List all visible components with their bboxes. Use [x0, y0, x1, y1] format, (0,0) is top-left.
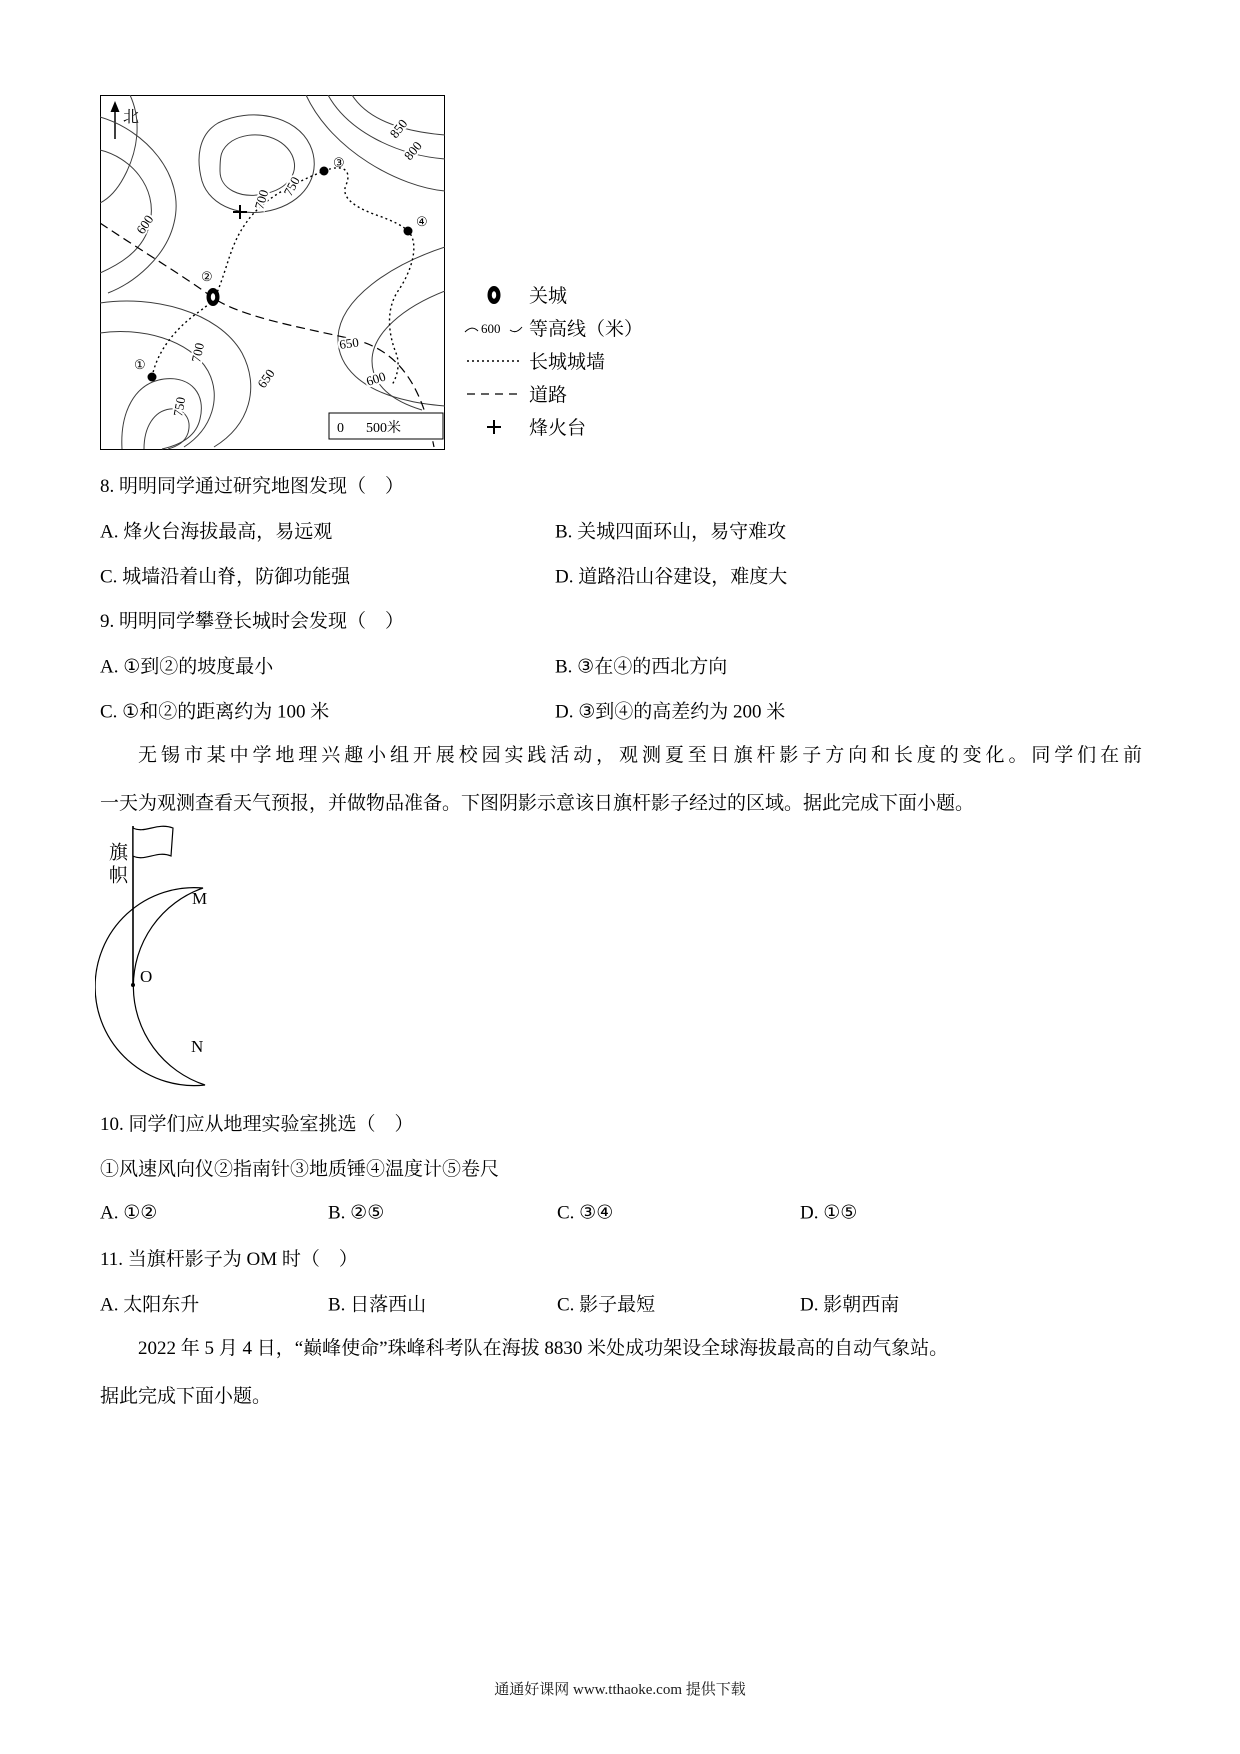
question-10-option-d: D. ①⑤ — [800, 1202, 858, 1223]
point-n-label: N — [191, 1037, 204, 1056]
road-dashed-symbol-icon — [463, 389, 525, 399]
shadow-crescent — [95, 888, 208, 1086]
question-8-options-row-2 — [100, 552, 1142, 597]
everest-paragraph-line-2: 据此完成下面小题。 — [100, 1386, 272, 1407]
question-8-option-c: C. 城墙沿着山脊，防御功能强 — [100, 566, 351, 587]
everest-paragraph-line-1: 2022 年 5 月 4 日，“巅峰使命”珠峰科考队在海拔 8830 米处成功架设全球海拔最高的自动气象站。 — [138, 1338, 949, 1359]
legend-label: 烽火台 — [529, 418, 587, 439]
question-11-option-b: B. 日落西山 — [328, 1294, 427, 1315]
legend-item-wall — [463, 344, 643, 377]
question-9-option-b: B. ③在④的西北方向 — [555, 656, 728, 677]
question-11-option-c: C. 影子最短 — [557, 1294, 656, 1315]
question-11-stem: 11. 当旗杆影子为 OM 时（ ） — [100, 1249, 358, 1270]
beacon-plus-symbol-icon — [463, 417, 525, 437]
question-9-option-d: D. ③到④的高差约为 200 米 — [555, 701, 786, 722]
question-11-options-row — [100, 1280, 1142, 1325]
legend-label: 关城 — [529, 286, 568, 307]
question-10-stem: 10. 同学们应从地理实验室挑选（ ） — [100, 1114, 414, 1135]
legend-label: 道路 — [529, 385, 568, 406]
question-10-option-a: A. ①② — [100, 1202, 158, 1223]
legend-item-contour — [463, 311, 643, 344]
point-1-marker — [148, 373, 157, 382]
question-8-option-d: D. 道路沿山谷建设，难度大 — [555, 566, 788, 587]
question-10-option-b: B. ②⑤ — [328, 1202, 385, 1223]
flag-figure-label: 旗帜 — [106, 842, 127, 888]
flag-icon — [133, 826, 173, 857]
point-1-label: ① — [134, 357, 146, 372]
question-8-option-a: A. 烽火台海拔最高，易远观 — [100, 521, 333, 542]
topographic-map-figure — [100, 95, 445, 456]
question-9-option-a: A. ①到②的坡度最小 — [100, 656, 274, 677]
point-3-marker — [320, 167, 329, 176]
scale-bar — [329, 413, 443, 439]
legend-label: 长城城墙 — [529, 352, 606, 373]
point-o-label: O — [140, 967, 153, 986]
legend-item-beacon — [463, 410, 643, 443]
intro-paragraph-line-1: 无锡市某中学地理兴趣小组开展校园实践活动，观测夏至日旗杆影子方向和长度的变化。同学们在前 — [138, 745, 1142, 766]
scale-label: 500米 — [366, 421, 401, 436]
intro-paragraph-line-2: 一天为观测查看天气预报，并做物品准备。下图阴影示意该日旗杆影子经过的区域。据此完成下面小题。 — [100, 793, 975, 814]
question-10-option-c: C. ③④ — [557, 1202, 614, 1223]
topographic-map — [100, 95, 445, 450]
contour-label: 650 — [254, 366, 278, 391]
guancheng-symbol-icon — [463, 284, 525, 306]
questions-block-2 — [100, 1100, 1142, 1421]
point-4-marker — [404, 227, 413, 236]
legend-label: 等高线（米） — [529, 319, 644, 340]
question-9-options-row-2 — [100, 687, 1142, 732]
question-10-options-row — [100, 1190, 1142, 1235]
point-3-label: ③ — [333, 155, 345, 170]
legend-item-guancheng — [463, 278, 643, 311]
questions-block-1 — [100, 462, 1142, 828]
point-4-label: ④ — [416, 214, 428, 229]
footer-text: 通通好课网 www.tthaoke.com 提供下载 — [494, 1682, 746, 1698]
contour-line-symbol-icon — [463, 319, 525, 337]
flagpole-shadow-figure — [95, 820, 325, 1110]
contour-label: 800 — [400, 138, 425, 163]
contour-sample-value: 600 — [481, 320, 501, 336]
contour-label: 700 — [188, 341, 207, 364]
point-o-marker — [131, 983, 135, 987]
contour-label: 600 — [133, 212, 157, 237]
contour-label: 600 — [364, 368, 388, 389]
contour-label: 850 — [386, 116, 411, 141]
point-m-label: M — [192, 889, 208, 908]
map-legend — [463, 278, 643, 443]
contour-label: 700 — [251, 187, 272, 211]
guancheng-marker-hole — [211, 293, 215, 301]
contour-label: 750 — [280, 174, 303, 199]
question-9-options-row-1 — [100, 642, 1142, 687]
question-11-option-d: D. 影朝西南 — [800, 1294, 900, 1315]
scale-zero: 0 — [337, 421, 344, 436]
north-label: 北 — [123, 109, 140, 126]
wall-dotted-symbol-icon — [463, 356, 525, 366]
point-2-label: ② — [201, 269, 213, 284]
question-8-stem: 8. 明明同学通过研究地图发现（ ） — [100, 476, 405, 497]
legend-item-road — [463, 377, 643, 410]
contour-label: 750 — [170, 395, 189, 418]
question-9-stem: 9. 明明同学攀登长城时会发现（ ） — [100, 611, 405, 632]
question-11-option-a: A. 太阳东升 — [100, 1294, 200, 1315]
question-8-option-b: B. 关城四面环山，易守难攻 — [555, 521, 787, 542]
contour-label: 650 — [338, 334, 360, 352]
question-8-options-row-1 — [100, 507, 1142, 552]
question-9-option-c: C. ①和②的距离约为 100 米 — [100, 701, 330, 722]
question-10-items: ①风速风向仪②指南针③地质锤④温度计⑤卷尺 — [100, 1159, 500, 1180]
